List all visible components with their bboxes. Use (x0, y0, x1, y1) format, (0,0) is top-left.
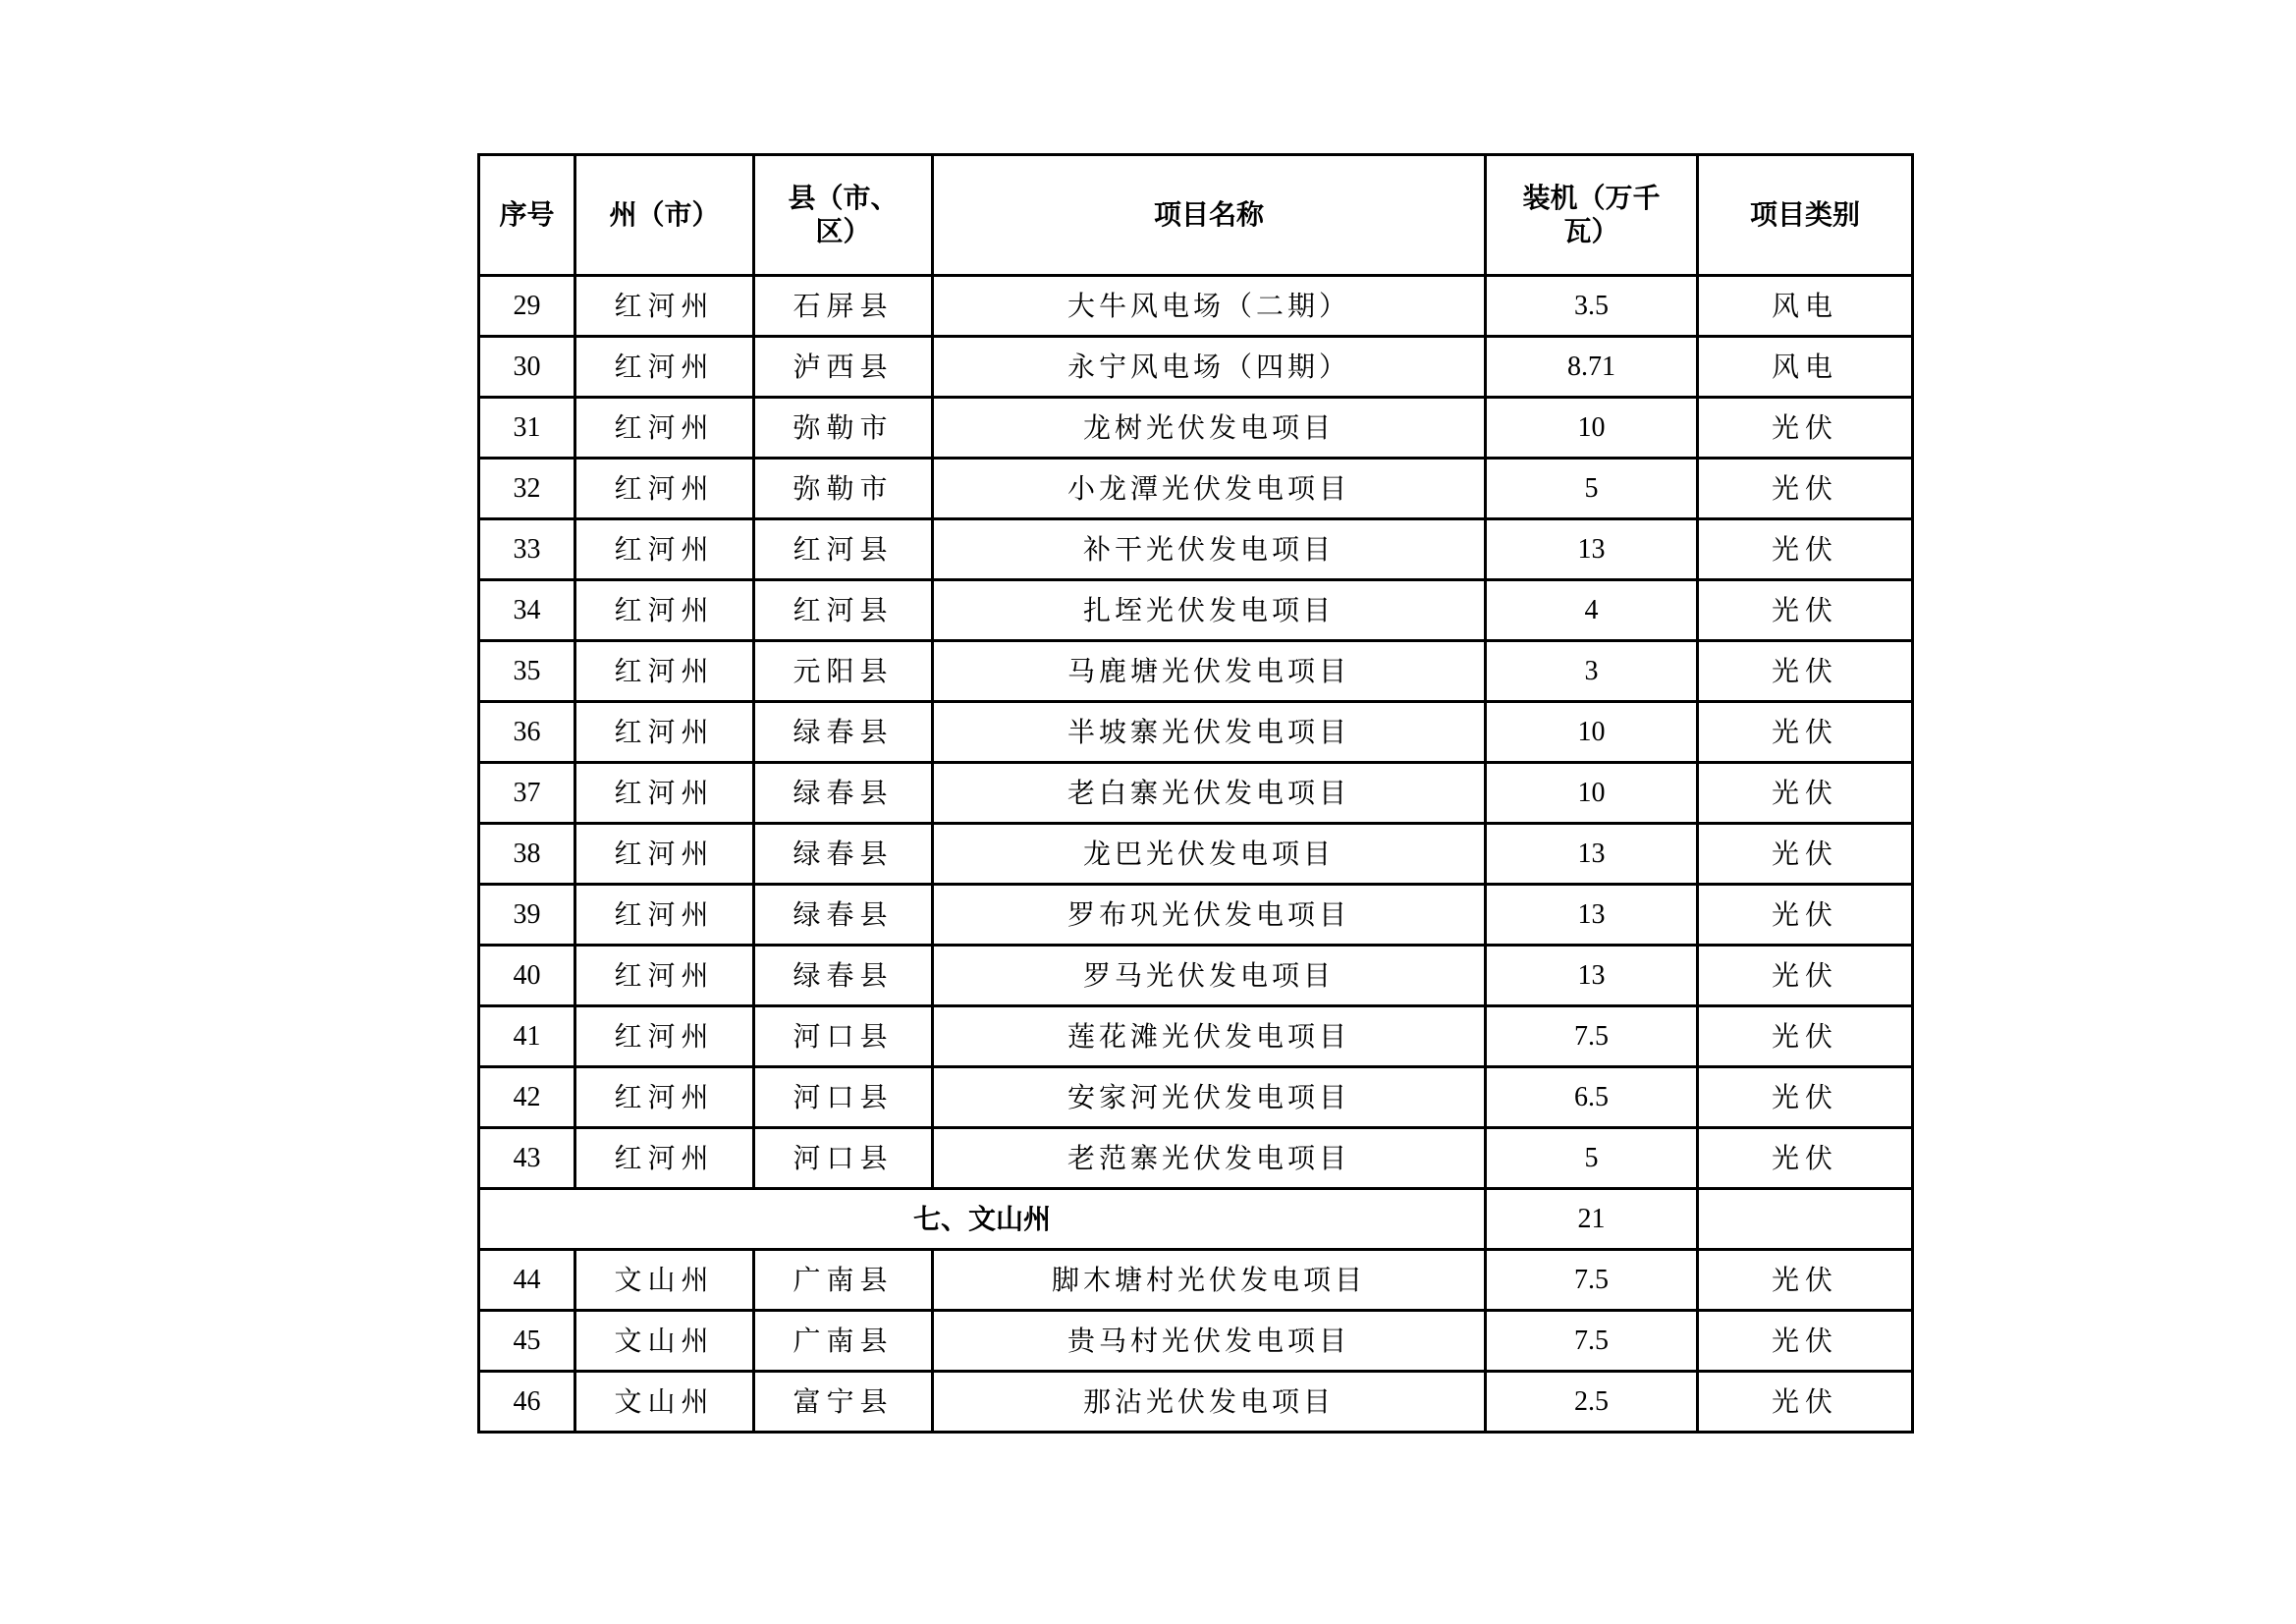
cell-category: 光伏 (1698, 702, 1913, 763)
cell-prefecture: 文山州 (575, 1372, 754, 1433)
cell-project-name: 那沾光伏发电项目 (933, 1372, 1486, 1433)
cell-county: 广南县 (754, 1311, 933, 1372)
cell-seq: 36 (479, 702, 575, 763)
section-category (1698, 1189, 1913, 1250)
cell-capacity: 7.5 (1486, 1250, 1698, 1311)
cell-project-name: 大牛风电场（二期） (933, 276, 1486, 337)
cell-category: 光伏 (1698, 1128, 1913, 1189)
table-header (479, 155, 1913, 276)
header-row (479, 155, 1913, 276)
cell-county: 红河县 (754, 519, 933, 580)
table-row (479, 885, 1913, 946)
cell-seq: 31 (479, 398, 575, 459)
cell-county: 元阳县 (754, 641, 933, 702)
header-category: 项目类别 (1698, 155, 1913, 276)
header-project-name: 项目名称 (933, 155, 1486, 276)
cell-county: 绿春县 (754, 885, 933, 946)
header-seq: 序号 (479, 155, 575, 276)
cell-category: 风电 (1698, 276, 1913, 337)
cell-category: 光伏 (1698, 885, 1913, 946)
table-body-part1 (479, 276, 1913, 1189)
cell-prefecture: 文山州 (575, 1311, 754, 1372)
cell-prefecture: 红河州 (575, 763, 754, 824)
table-row (479, 580, 1913, 641)
cell-seq: 33 (479, 519, 575, 580)
section-row (479, 1189, 1913, 1250)
cell-county: 绿春县 (754, 946, 933, 1006)
cell-capacity: 10 (1486, 763, 1698, 824)
cell-project-name: 老范寨光伏发电项目 (933, 1128, 1486, 1189)
cell-seq: 37 (479, 763, 575, 824)
cell-capacity: 13 (1486, 946, 1698, 1006)
cell-county: 石屏县 (754, 276, 933, 337)
cell-county: 弥勒市 (754, 459, 933, 519)
table-row (479, 824, 1913, 885)
cell-county: 河口县 (754, 1006, 933, 1067)
cell-project-name: 永宁风电场（四期） (933, 337, 1486, 398)
cell-seq: 35 (479, 641, 575, 702)
cell-seq: 44 (479, 1250, 575, 1311)
cell-prefecture: 文山州 (575, 1250, 754, 1311)
cell-capacity: 4 (1486, 580, 1698, 641)
project-table (477, 153, 1914, 1434)
cell-category: 光伏 (1698, 398, 1913, 459)
cell-county: 河口县 (754, 1128, 933, 1189)
cell-project-name: 贵马村光伏发电项目 (933, 1311, 1486, 1372)
table-row (479, 276, 1913, 337)
cell-county: 泸西县 (754, 337, 933, 398)
cell-project-name: 马鹿塘光伏发电项目 (933, 641, 1486, 702)
cell-capacity: 8.71 (1486, 337, 1698, 398)
cell-capacity: 13 (1486, 519, 1698, 580)
table-row (479, 459, 1913, 519)
cell-capacity: 10 (1486, 398, 1698, 459)
cell-capacity: 7.5 (1486, 1006, 1698, 1067)
cell-project-name: 小龙潭光伏发电项目 (933, 459, 1486, 519)
cell-category: 光伏 (1698, 1067, 1913, 1128)
cell-seq: 39 (479, 885, 575, 946)
cell-prefecture: 红河州 (575, 824, 754, 885)
table-body-part2 (479, 1250, 1913, 1433)
cell-category: 光伏 (1698, 824, 1913, 885)
cell-project-name: 脚木塘村光伏发电项目 (933, 1250, 1486, 1311)
cell-capacity: 3 (1486, 641, 1698, 702)
cell-capacity: 13 (1486, 885, 1698, 946)
table-row (479, 1311, 1913, 1372)
cell-seq: 40 (479, 946, 575, 1006)
header-prefecture: 州（市） (575, 155, 754, 276)
cell-capacity: 3.5 (1486, 276, 1698, 337)
cell-category: 光伏 (1698, 1311, 1913, 1372)
cell-prefecture: 红河州 (575, 1006, 754, 1067)
cell-capacity: 13 (1486, 824, 1698, 885)
cell-category: 光伏 (1698, 1250, 1913, 1311)
cell-seq: 42 (479, 1067, 575, 1128)
cell-seq: 34 (479, 580, 575, 641)
table-row (479, 1372, 1913, 1433)
table-row (479, 702, 1913, 763)
cell-project-name: 罗布巩光伏发电项目 (933, 885, 1486, 946)
table-row (479, 1250, 1913, 1311)
cell-category: 光伏 (1698, 1372, 1913, 1433)
cell-project-name: 扎垤光伏发电项目 (933, 580, 1486, 641)
table-row (479, 1067, 1913, 1128)
table-row (479, 519, 1913, 580)
table-row (479, 1128, 1913, 1189)
cell-county: 红河县 (754, 580, 933, 641)
cell-prefecture: 红河州 (575, 946, 754, 1006)
cell-capacity: 2.5 (1486, 1372, 1698, 1433)
table-row (479, 641, 1913, 702)
cell-prefecture: 红河州 (575, 276, 754, 337)
cell-county: 弥勒市 (754, 398, 933, 459)
cell-project-name: 罗马光伏发电项目 (933, 946, 1486, 1006)
header-county (754, 155, 933, 276)
cell-prefecture: 红河州 (575, 337, 754, 398)
cell-capacity: 10 (1486, 702, 1698, 763)
cell-prefecture: 红河州 (575, 459, 754, 519)
cell-county: 绿春县 (754, 702, 933, 763)
cell-capacity: 7.5 (1486, 1311, 1698, 1372)
cell-prefecture: 红河州 (575, 702, 754, 763)
cell-county: 河口县 (754, 1067, 933, 1128)
cell-county: 绿春县 (754, 824, 933, 885)
table-row (479, 946, 1913, 1006)
cell-category: 光伏 (1698, 459, 1913, 519)
cell-prefecture: 红河州 (575, 641, 754, 702)
table-row (479, 1006, 1913, 1067)
cell-seq: 46 (479, 1372, 575, 1433)
header-capacity (1486, 155, 1698, 276)
cell-project-name: 莲花滩光伏发电项目 (933, 1006, 1486, 1067)
cell-seq: 41 (479, 1006, 575, 1067)
section-capacity: 21 (1486, 1189, 1698, 1250)
cell-capacity: 5 (1486, 1128, 1698, 1189)
cell-category: 光伏 (1698, 763, 1913, 824)
cell-project-name: 安家河光伏发电项目 (933, 1067, 1486, 1128)
header-capacity-label: 装机（万千瓦） (1522, 182, 1661, 247)
cell-prefecture: 红河州 (575, 1128, 754, 1189)
cell-seq: 30 (479, 337, 575, 398)
cell-project-name: 半坡寨光伏发电项目 (933, 702, 1486, 763)
cell-seq: 45 (479, 1311, 575, 1372)
cell-prefecture: 红河州 (575, 1067, 754, 1128)
section-label: 七、文山州 (479, 1189, 1486, 1250)
cell-capacity: 6.5 (1486, 1067, 1698, 1128)
cell-category: 光伏 (1698, 580, 1913, 641)
cell-category: 光伏 (1698, 946, 1913, 1006)
cell-prefecture: 红河州 (575, 885, 754, 946)
cell-project-name: 龙巴光伏发电项目 (933, 824, 1486, 885)
cell-category: 光伏 (1698, 1006, 1913, 1067)
cell-county: 富宁县 (754, 1372, 933, 1433)
cell-seq: 38 (479, 824, 575, 885)
section-group (479, 1189, 1913, 1250)
cell-seq: 29 (479, 276, 575, 337)
cell-project-name: 龙树光伏发电项目 (933, 398, 1486, 459)
cell-prefecture: 红河州 (575, 580, 754, 641)
cell-category: 光伏 (1698, 519, 1913, 580)
cell-capacity: 5 (1486, 459, 1698, 519)
cell-prefecture: 红河州 (575, 398, 754, 459)
cell-county: 广南县 (754, 1250, 933, 1311)
cell-seq: 32 (479, 459, 575, 519)
cell-project-name: 老白寨光伏发电项目 (933, 763, 1486, 824)
cell-prefecture: 红河州 (575, 519, 754, 580)
header-county-label: 县（市、区） (788, 182, 899, 247)
cell-category: 光伏 (1698, 641, 1913, 702)
table-row (479, 337, 1913, 398)
table-row (479, 398, 1913, 459)
table-row (479, 763, 1913, 824)
cell-county: 绿春县 (754, 763, 933, 824)
cell-project-name: 补干光伏发电项目 (933, 519, 1486, 580)
cell-seq: 43 (479, 1128, 575, 1189)
cell-category: 风电 (1698, 337, 1913, 398)
